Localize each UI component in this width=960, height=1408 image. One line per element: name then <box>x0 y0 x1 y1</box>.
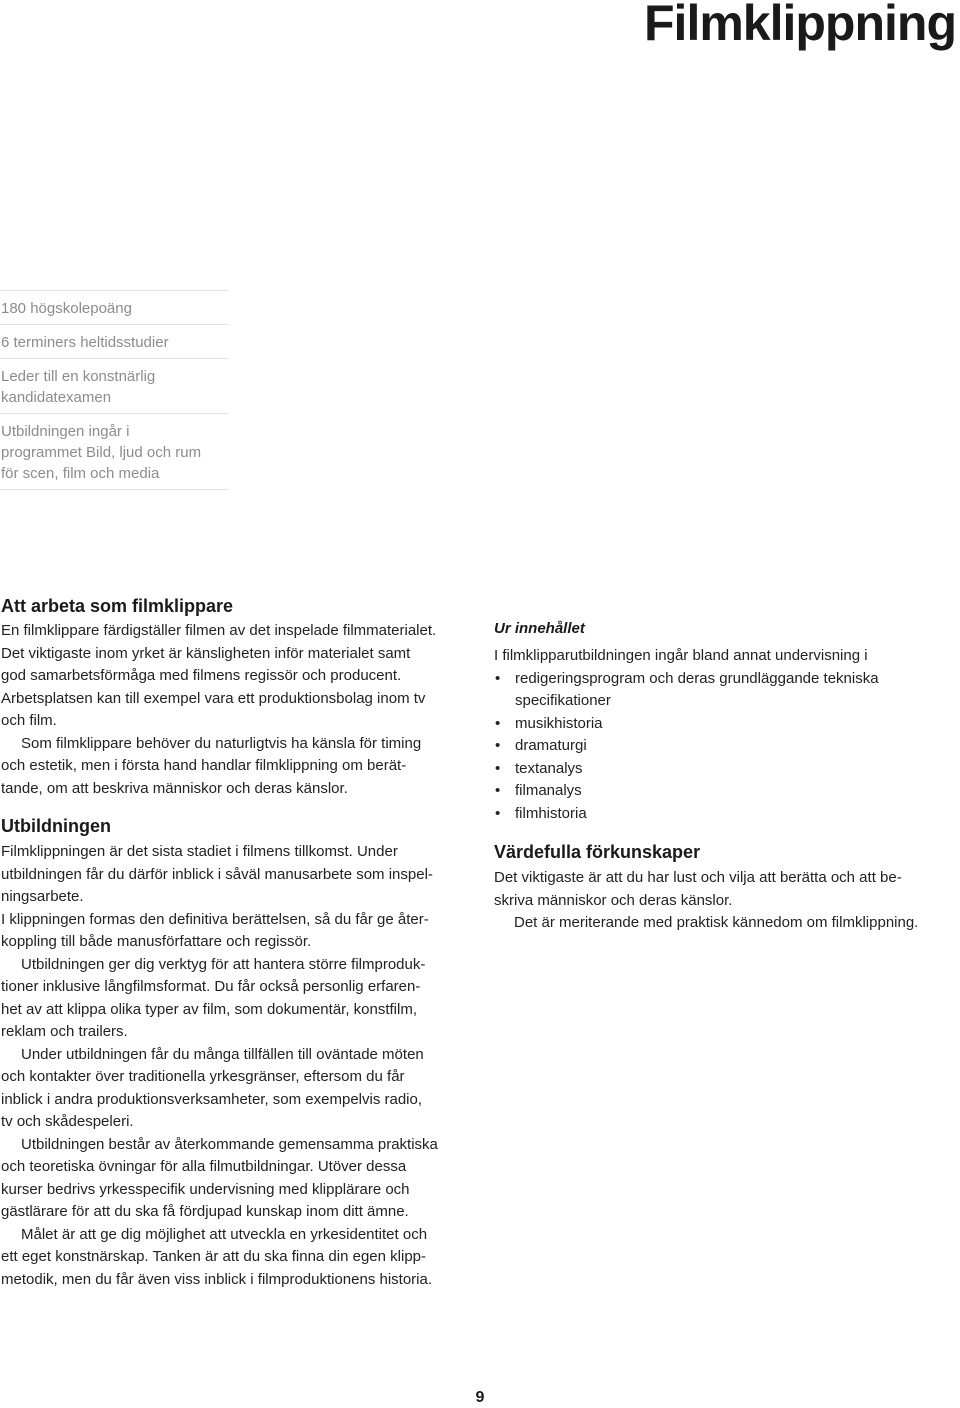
text-line: Filmklippningen är det sista stadiet i filmens tillkomst. Under <box>1 843 398 860</box>
contents-intro: I filmklipparutbildningen ingår bland annat undervisning i <box>494 647 868 664</box>
fact-text: 180 högskolepoäng <box>1 300 132 317</box>
education-paragraph-1 <box>1 841 471 909</box>
text-line: I klippningen formas den definitiva berättelsen, så du får ge åter- <box>1 910 429 928</box>
facts-list <box>0 290 229 490</box>
fact-text: Leder till en konstnärlig kandidatexamen <box>1 368 156 406</box>
list-item-text: dramaturgi <box>515 737 587 754</box>
text-line: god samarbetsförmåga med filmens regissör och producent. <box>1 667 402 684</box>
text-line: Målet är att ge dig möjlighet att utveckla en yrkesidentitet och <box>21 1225 428 1243</box>
fact-duration <box>0 325 229 359</box>
text-line: Under utbildningen får du många tillfällen till oväntade möten <box>21 1045 424 1063</box>
section-heading-work: Att arbeta som filmklippare <box>1 596 234 616</box>
text-line: tioner inklusive långfilmsformat. Du får också personlig erfaren- <box>1 978 421 995</box>
text-line: kurser bedrivs yrkesspecifik undervisning med klipplärare och <box>1 1180 410 1198</box>
text-line: reklam och trailers. <box>1 1023 128 1040</box>
contents-heading: Ur innehållet <box>494 620 585 637</box>
text-line: metodik, men du får även viss inblick i filmproduktionens historia. <box>1 1270 433 1288</box>
bullet-icon: • <box>495 714 501 732</box>
text-line: Det är meriterande med praktisk kännedom om filmklippning. <box>514 914 919 931</box>
section-heading-prerequisites: Värdefulla förkunskaper <box>494 842 701 862</box>
text-line: ningsarbete. <box>1 888 84 905</box>
text-line: skriva människor och deras känslor. <box>494 891 733 909</box>
fact-programme <box>0 414 229 490</box>
list-item <box>494 735 956 758</box>
contents-list <box>494 668 956 826</box>
list-item <box>494 668 956 713</box>
fact-credits <box>0 291 229 325</box>
prereq-paragraph-1 <box>494 867 956 912</box>
text-line: Det viktigaste är att du har lust och vilja att berätta och att be- <box>494 869 902 886</box>
text-line: utbildningen får du därför inblick i såväl manusarbete som inspel- <box>1 865 433 883</box>
list-item-text: redigeringsprogram och deras grundläggande tekniska specifikationer <box>515 669 879 709</box>
education-paragraph-4 <box>1 1044 471 1134</box>
text-line: Utbildningen ger dig verktyg för att hantera större filmproduk- <box>21 955 426 973</box>
education-paragraph-3 <box>1 954 471 1044</box>
bullet-icon: • <box>495 669 501 687</box>
page-title: Filmklippning <box>644 0 956 51</box>
work-paragraph-2 <box>1 733 471 801</box>
list-item-text: filmhistoria <box>515 804 587 822</box>
text-line: och estetik, men i första hand handlar filmklippning om berät- <box>1 757 407 774</box>
text-line: tande, om att beskriva människor och deras känslor. <box>1 779 348 797</box>
fact-text: Utbildningen ingår i programmet Bild, ljud och rum för scen, film och media <box>1 423 202 482</box>
right-column <box>494 618 956 935</box>
list-item <box>494 780 956 803</box>
list-item <box>494 758 956 781</box>
list-item-text: filmanalys <box>515 782 582 799</box>
text-line: Utbildningen består av återkommande gemensamma praktiska <box>21 1135 438 1153</box>
bullet-icon: • <box>495 804 501 822</box>
text-line: och film. <box>1 712 57 729</box>
text-line: Arbetsplatsen kan till exempel vara ett produktionsbolag inom tv <box>1 689 426 707</box>
text-line: het av att klippa olika typer av film, som dokumentär, konstfilm, <box>1 1000 418 1018</box>
text-line: och kontakter över traditionella yrkesgränser, eftersom du får <box>1 1068 405 1085</box>
left-column <box>1 594 471 1291</box>
list-item-text: musikhistoria <box>515 714 603 732</box>
text-line: Som filmklippare behöver du naturligtvis ha känsla för timing <box>21 734 422 752</box>
text-line: koppling till både manusförfattare och regissör. <box>1 933 312 950</box>
bullet-icon: • <box>495 737 501 754</box>
bullet-icon: • <box>495 759 501 777</box>
work-paragraph-1 <box>1 620 471 733</box>
page-number: 9 <box>475 1389 485 1406</box>
fact-degree <box>0 359 229 414</box>
education-paragraph-6 <box>1 1224 471 1292</box>
bullet-icon: • <box>495 782 501 799</box>
list-item <box>494 803 956 826</box>
text-line: Det viktigaste inom yrket är känsligheten inför materialet samt <box>1 644 411 662</box>
list-item-text: textanalys <box>515 759 583 777</box>
prereq-paragraph-2 <box>494 912 956 935</box>
education-paragraph-5 <box>1 1134 471 1224</box>
section-heading-education: Utbildningen <box>1 816 111 836</box>
list-item <box>494 713 956 736</box>
text-line: En filmklippare färdigställer filmen av det inspelade filmmaterialet. <box>1 622 437 639</box>
text-line: och teoretiska övningar för alla filmutbildningar. Utöver dessa <box>1 1158 407 1175</box>
text-line: gästlärare för att du ska få fördjupad kunskap inom ditt ämne. <box>1 1203 409 1220</box>
text-line: inblick i andra produktionsverksamheter, som exempelvis radio, <box>1 1090 423 1108</box>
text-line: ett eget konstnärskap. Tanken är att du ska finna din egen klipp- <box>1 1248 426 1265</box>
text-line: tv och skådespeleri. <box>1 1113 134 1130</box>
education-paragraph-2 <box>1 909 471 954</box>
fact-text: 6 terminers heltidsstudier <box>1 334 169 351</box>
